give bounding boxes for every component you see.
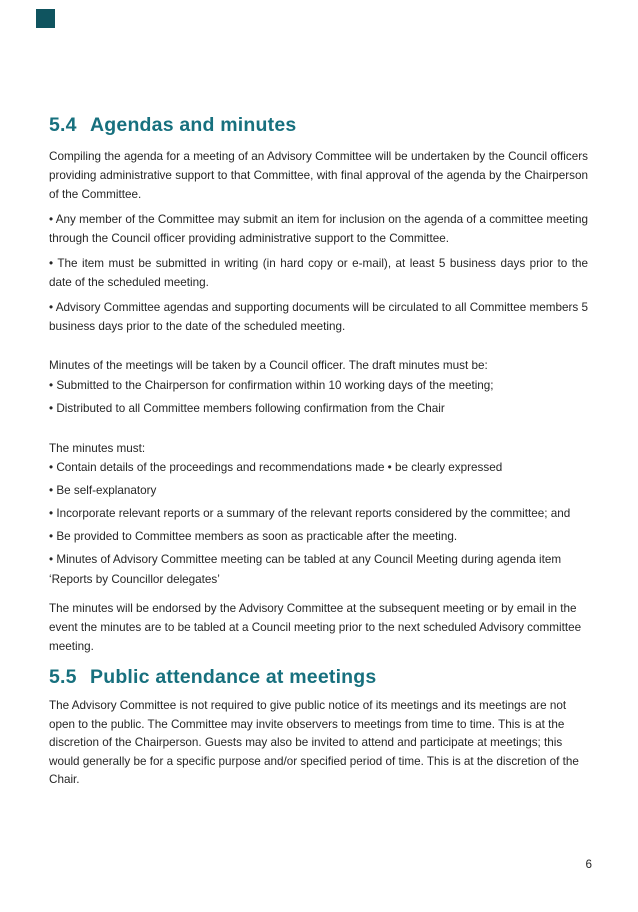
section-5-5-number: 5.5 (49, 666, 77, 688)
bullet-provided-members: • Be provided to Committee members as soon as practicable after the meeting. (49, 530, 458, 543)
bullet-any-member: • Any member of the Committee may submit an item for inclusion on the agenda of a committee meeting through the Council officer providing administrative support to the Committee. (49, 213, 588, 245)
section-5-4-title: Agendas and minutes (90, 114, 297, 136)
paragraph-minutes-must: The minutes must: (49, 442, 146, 455)
section-5-4-heading (49, 112, 588, 139)
bullet-item-in-writing: • The item must be submitted in writing (in hard copy or e-mail), at least 5 business days prior to the date of the scheduled meeting. (49, 257, 588, 289)
paragraph-minutes-endorsed: The minutes will be endorsed by the Advisory Committee at the subsequent meeting or by email in the event the minutes are to be tabled at a Council meeting prior to the next scheduled Advisory committee meeting. (49, 602, 582, 653)
section-5-5-title: Public attendance at meetings (90, 666, 377, 688)
paragraph-compiling-agenda: Compiling the agenda for a meeting of an Advisory Committee will be undertaken by the Council officers providing administrative support to that Committee, with final approval of the agenda by the Chairperson of the Committee. (49, 150, 588, 201)
bullet-incorporate-reports: • Incorporate relevant reports or a summary of the relevant reports considered by the committee; and (49, 507, 571, 520)
bullet-contain-details: • Contain details of the proceedings and recommendations made • be clearly expressed (49, 461, 503, 474)
section-5-5-heading (49, 664, 588, 691)
page-content (49, 0, 588, 790)
bullet-self-explanatory: • Be self-explanatory (49, 484, 157, 497)
bullet-submitted-chairperson: • Submitted to the Chairperson for confirmation within 10 working days of the meeting; (49, 379, 494, 392)
bullet-distributed-members: • Distributed to all Committee members following confirmation from the Chair (49, 402, 445, 415)
paragraph-minutes-taken: Minutes of the meetings will be taken by a Council officer. The draft minutes must be: (49, 359, 488, 372)
bullet-agendas-circulated: • Advisory Committee agendas and supporting documents will be circulated to all Committee members 5 business days prior to the date of the scheduled meeting. (49, 301, 588, 333)
bullet-minutes-tabled: • Minutes of Advisory Committee meeting can be tabled at any Council Meeting during agenda item ‘Reports by Councillor delegates’ (49, 553, 562, 586)
paragraph-public-attendance: The Advisory Committee is not required to give public notice of its meetings and its meetings are not open to the public. The Committee may invite observers to meetings from time to time. This is at the discretion of the Chairperson. Guests may also be invited to attend and participate at meetings; this would generally be for a specific purpose and/or specified period of time. This is at the discretion of the Chair. (49, 699, 579, 786)
section-5-4-number: 5.4 (49, 114, 77, 136)
page-number: 6 (585, 858, 592, 871)
